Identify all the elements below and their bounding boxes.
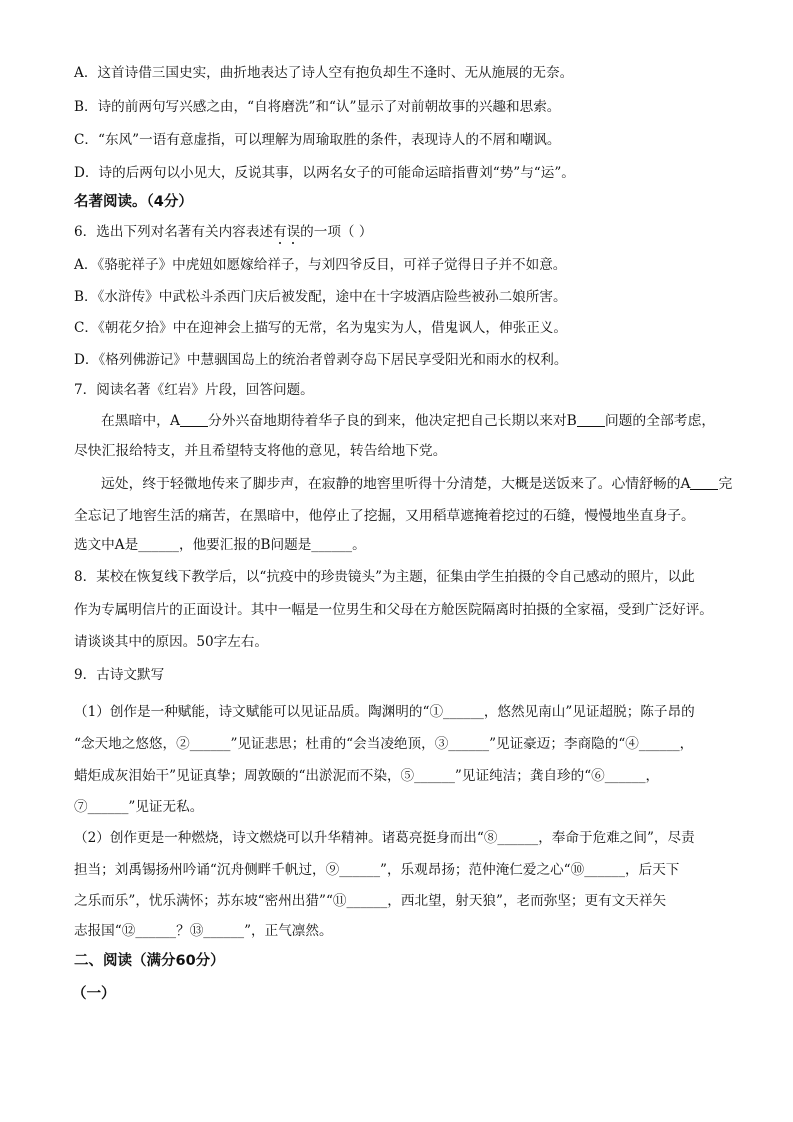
q6-option-b: B．《水浒传》中武松斗杀西门庆后被发配，途中在十字坡酒店险些被孙二娘所害。 <box>74 289 567 305</box>
q7-stem: 7．阅读名著《红岩》片段，回答问题。 <box>74 382 314 398</box>
q6-option-c: C．《朝花夕拾》中在迎神会上描写的无常，名为鬼实为人，借鬼讽人，伸张正义。 <box>74 320 567 336</box>
q9-part1-line-2: “念天地之悠悠，②______”见证悲思；杜甫的“会当凌绝顶，③______”见证豪迈；李商隐的“④______， <box>74 736 694 752</box>
q9-part1-line-1: （1）创作是一种赋能，诗文赋能可以见证品质。陶渊明的“①______，悠然见南山”见证超脱；陈子昂的 <box>74 704 695 720</box>
q7-passage-1-line-2: 尽快汇报给特支，并且希望特支将他的意见，转告给地下党。 <box>74 443 447 459</box>
q9-part2-line-3: 之乐而乐”，忧乐满怀；苏东坡“密州出猎”“⑪______，西北望，射天狼”，老而弥坚；更有文天祥矢 <box>74 893 667 909</box>
q5-option-b: B．诗的前两句写兴感之由，“自将磨洗”和“认”显示了对前朝故事的兴趣和思索。 <box>74 99 561 115</box>
q8-line-3: 请谈谈其中的原因。50字左右。 <box>74 634 269 650</box>
q7-passage-2-line-2: 全忘记了地窖生活的痛苦，在黑暗中，他停止了挖掘，又用稻草遮掩着挖过的石缝，慢慢地坐直身子。 <box>74 508 695 524</box>
q5-option-c: C．“东风”一语有意虚指，可以理解为周瑜取胜的条件，表现诗人的不屑和嘲讽。 <box>74 132 561 148</box>
q9-part1-line-4: ⑦______”见证无私。 <box>74 799 204 815</box>
q9-part1-line-3: 蜡炬成灰泪始干”见证真挚；周敦颐的“出淤泥而不染，⑤______”见证纯洁；龚自珍的“⑥______， <box>74 768 660 784</box>
q7-p2-text-b: 完 <box>718 476 733 492</box>
q9-part2-line-4: 志报国“⑫______？⑬______”，正气凛然。 <box>74 923 333 939</box>
q6-stem-post: 的一项（ ） <box>300 224 373 240</box>
section-heading-reading: 二、阅读（满分60分） <box>74 953 225 969</box>
q8-line-2: 作为专属明信片的正面设计。其中一幅是一位男生和父母在方舱医院隔离时拍摄的全家福，受到广泛好评。 <box>74 602 713 618</box>
q5-option-d: D．诗的后两句以小见大，反说其事，以两名女子的可能命运暗指曹刘“势”与“运”。 <box>74 165 575 181</box>
q7-p1-text-a: 在黑暗中，A <box>101 413 180 429</box>
q7-p1-text-b: 分外兴奋地期待着华子良的到来，他决定把自己长期以来对B <box>207 413 577 429</box>
q8-line-1: 8．某校在恢复线下教学后，以“抗疫中的珍贵镜头”为主题，征集由学生拍摄的令自己感动的照片，以此 <box>74 569 695 585</box>
q7-passage-2-line-1 <box>101 474 732 494</box>
answer-blank <box>690 477 718 490</box>
q6-option-a: A．《骆驼祥子》中虎妞如愿嫁给祥子，与刘四爷反目，可祥子觉得日子并不如意。 <box>74 257 567 273</box>
q6-stem <box>74 222 372 242</box>
q5-option-a: A．这首诗借三国史实，曲折地表达了诗人空有抱负却生不逢时、无从施展的无奈。 <box>74 65 574 81</box>
answer-blank <box>577 414 605 427</box>
q6-option-d: D．《格列佛游记》中慧骃国岛上的统治者曾剥夺岛下居民享受阳光和雨水的权利。 <box>74 352 568 368</box>
answer-blank <box>180 414 208 427</box>
q7-p1-text-c: 问题的全部考虑， <box>604 413 716 429</box>
q6-stem-emphasis-2: 误 <box>286 224 301 240</box>
q7-passage-1-line-1 <box>101 411 715 431</box>
q7-answer-line: 选文中A是______，他要汇报的B问题是______。 <box>74 537 366 553</box>
q9-stem: 9．古诗文默写 <box>74 667 165 683</box>
q7-p2-text-a: 远处，终于轻微地传来了脚步声，在寂静的地窖里听得十分清楚，大概是送饭来了。心情舒畅的A <box>101 476 691 492</box>
subsection-heading-one: （一） <box>72 986 116 1002</box>
q6-stem-emphasis-1: 有 <box>272 224 287 240</box>
section-heading-mingzhu: 名著阅读。（4分） <box>74 194 193 210</box>
q9-part2-line-2: 担当；刘禹锡扬州吟诵“沉舟侧畔千帆过，⑨______”，乐观昂扬；范仲淹仁爱之心“⑩______，后天下 <box>74 862 680 878</box>
q9-part2-line-1: （2）创作更是一种燃烧，诗文燃烧可以升华精神。诸葛亮挺身而出“⑧______，奉命于危难之间”，尽责 <box>74 830 695 846</box>
q6-stem-pre: 6．选出下列对名著有关内容表述 <box>74 224 273 240</box>
